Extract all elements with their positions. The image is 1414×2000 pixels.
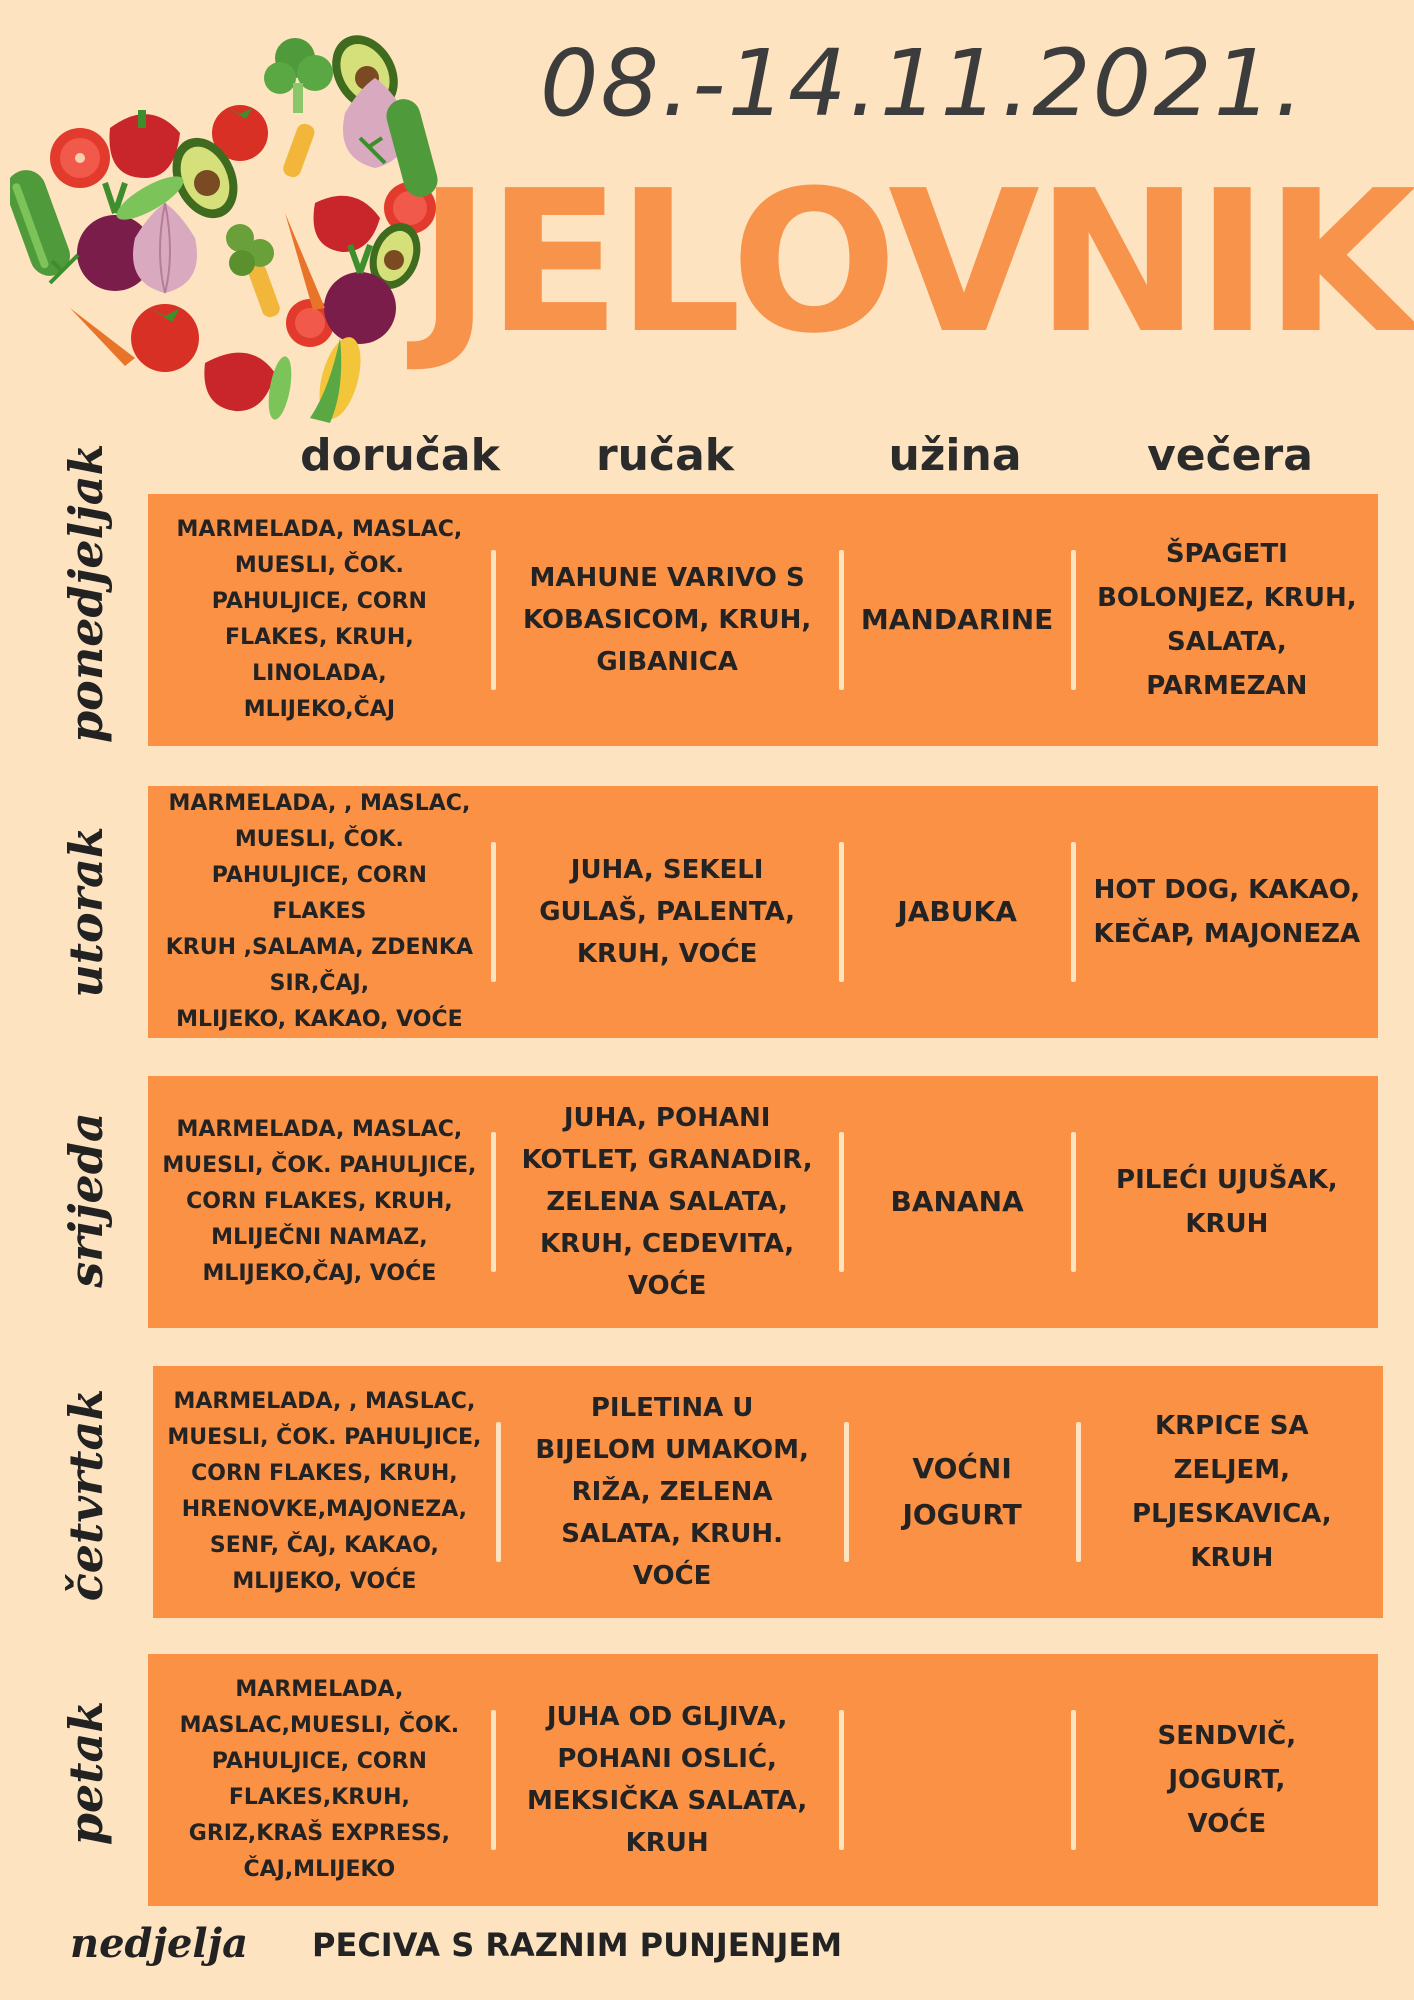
column-header-dorucak: doručak xyxy=(300,430,500,481)
menu-row-ponedjeljak xyxy=(148,494,1378,746)
cell-rucak: PILETINA U BIJELOM UMAKOM, RIŽA, ZELENA SALATA, KRUH. VOĆE xyxy=(535,1393,809,1591)
cell-rucak: JUHA OD GLJIVA, POHANI OSLIĆ, MEKSIČKA SALATA, KRUH xyxy=(526,1702,808,1858)
day-label-petak: petak xyxy=(59,1700,113,1846)
page-title: JELOVNIK xyxy=(418,149,1413,377)
menu-date: 08.-14.11.2021. xyxy=(540,30,1306,137)
cell-uzina xyxy=(844,1654,1071,1906)
olive-icon xyxy=(226,224,274,276)
menu-row-srijeda xyxy=(148,1076,1378,1328)
column-header-rucak: ručak xyxy=(595,430,735,481)
cell-uzina: JABUKA xyxy=(897,895,1017,928)
carrot-icon xyxy=(70,308,135,366)
day-label-ponedjeljak: ponedjeljak xyxy=(59,443,113,743)
pepper-icon xyxy=(314,196,380,252)
broccoli-icon xyxy=(264,38,333,113)
tomato-icon xyxy=(50,128,110,188)
cell-dorucak: MARMELADA, , MASLAC, MUESLI, ČOK. PAHULJICE, CORN FLAKES KRUH ,SALAMA, ZDENKA SIR,ČAJ, MLIJEKO, KAKAO, VOĆE xyxy=(165,791,474,1032)
footer-day-nedjelja: nedjelja xyxy=(70,1920,249,1967)
cell-uzina: MANDARINE xyxy=(860,603,1054,636)
cell-rucak: JUHA, POHANI KOTLET, GRANADIR, ZELENA SALATA, KRUH, CEDEVITA, VOĆE xyxy=(521,1103,813,1301)
cell-dorucak: MARMELADA, , MASLAC, MUESLI, ČOK. PAHULJICE, CORN FLAKES, KRUH, HRENOVKE,MAJONEZA, SENF, ČAJ, KAKAO, MLIJEKO, VOĆE xyxy=(167,1389,482,1594)
menu-row-petak xyxy=(148,1654,1378,1906)
cell-dorucak: MARMELADA, MASLAC, MUESLI, ČOK. PAHULJICE, CORN FLAKES, KRUH, MLIJEČNI NAMAZ, MLIJEKO,ČAJ, VOĆE xyxy=(162,1117,477,1286)
cell-uzina: BANANA xyxy=(890,1185,1024,1218)
cell-rucak: JUHA, SEKELI GULAŠ, PALENTA, KRUH, VOĆE xyxy=(539,855,796,969)
cell-vecera: HOT DOG, KAKAO, KEČAP, MAJONEZA xyxy=(1093,875,1361,949)
day-label-srijeda: srijeda xyxy=(59,1112,113,1288)
garlic-icon xyxy=(133,203,197,293)
footer-menu-text: PECIVA S RAZNIM PUNJENJEM xyxy=(312,1926,843,1964)
column-header-uzina: užina xyxy=(888,430,1022,481)
day-label-utorak: utorak xyxy=(59,826,113,998)
cell-dorucak: MARMELADA, MASLAC, MUESLI, ČOK. PAHULJICE, CORN FLAKES, KRUH, LINOLADA, MLIJEKO,ČAJ xyxy=(176,517,463,722)
menu-row-cetvrtak xyxy=(153,1366,1383,1618)
cell-uzina: VOĆNI JOGURT xyxy=(902,1452,1022,1531)
cell-rucak: MAHUNE VARIVO S KOBASICOM, KRUH, GIBANICA xyxy=(522,563,812,677)
vegetables-illustration xyxy=(10,18,440,428)
day-label-cetvrtak: četvrtak xyxy=(59,1388,113,1602)
menu-row-utorak xyxy=(148,786,1378,1038)
pepper-icon xyxy=(109,110,180,178)
corn-icon xyxy=(310,333,368,423)
cell-dorucak: MARMELADA, MASLAC,MUESLI, ČOK. PAHULJICE, CORN FLAKES,KRUH, GRIZ,KRAŠ EXPRESS, ČAJ,MLIJEKO xyxy=(179,1677,460,1882)
pepper-icon xyxy=(204,353,275,412)
cell-vecera: PILEĆI UJUŠAK, KRUH xyxy=(1116,1165,1338,1239)
cell-vecera: SENDVIČ, JOGURT, VOĆE xyxy=(1157,1721,1297,1839)
cell-vecera: KRPICE SA ZELJEM, PLJESKAVICA, KRUH xyxy=(1132,1411,1332,1573)
cell-vecera: ŠPAGETI BOLONJEZ, KRUH, SALATA, PARMEZAN xyxy=(1097,539,1357,701)
column-header-vecera: večera xyxy=(1147,430,1313,481)
tomato-icon xyxy=(131,304,199,372)
